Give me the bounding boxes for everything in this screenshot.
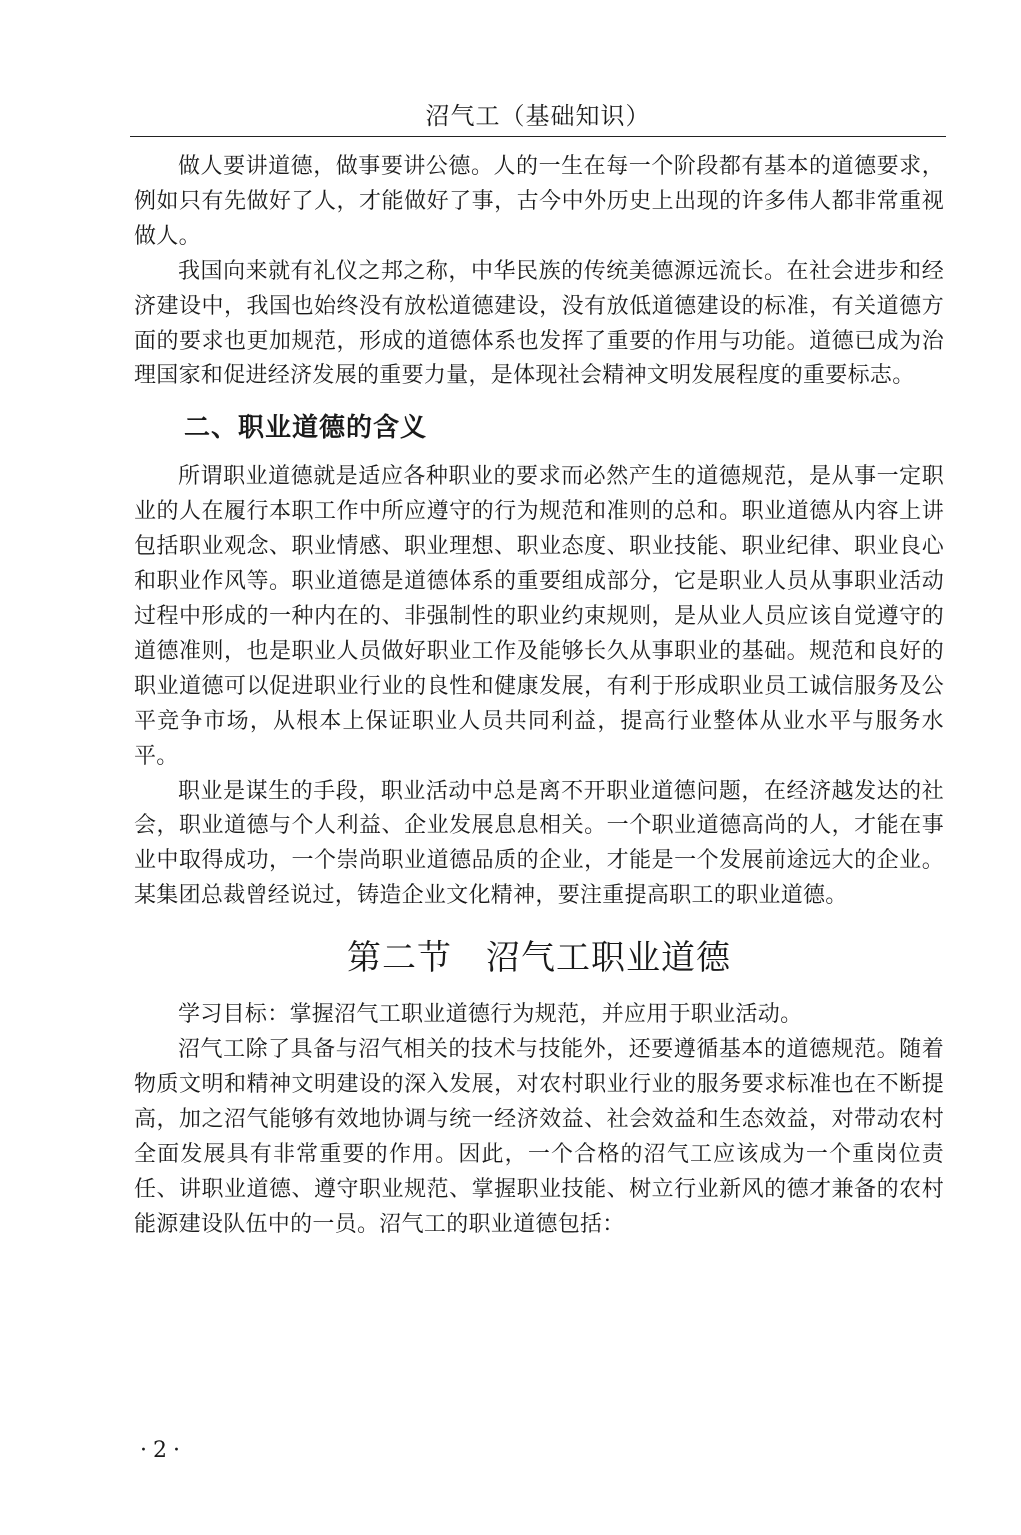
paragraph-3: 所谓职业道德就是适应各种职业的要求而必然产生的道德规范，是从事一定职业的人在履行本职工作中所应遵守的行为规范和准则的总和。职业道德从内容上讲包括职业观念、职业情感、职业理想、职业态度、职业技能、职业纪律、职业良心和职业作风等。职业道德是道德体系的重要组成部分，它是职业人员从事职业活动过程中形成的一种内在的、非强制性的职业约束规则，是从业人员应该自觉遵守的道德准则，也是职业人员做好职业工作及能够长久从事职业的基础。规范和良好的职业道德可以促进职业行业的良性和健康发展，有利于形成职业员工诚信服务及公平竞争市场，从根本上保证职业人员共同利益，提高行业整体从业水平与服务水平。: [134, 464, 944, 769]
paragraph-1: 做人要讲道德，做事要讲公德。人的一生在每一个阶段都有基本的道德要求，例如只有先做好了人，才能做好了事，古今中外历史上出现的许多伟人都非常重视做人。: [134, 154, 944, 249]
header-rule: [130, 136, 946, 137]
paragraph-2: 我国向来就有礼仪之邦之称，中华民族的传统美德源远流长。在社会进步和经济建设中，我国也始终没有放松道德建设，没有放低道德建设的标准，有关道德方面的要求也更加规范，形成的道德体系也发挥了重要的作用与功能。道德已成为治理国家和促进经济发展的重要力量，是体现社会精神文明发展程度的重要标志。: [134, 258, 944, 389]
page-body: [134, 150, 944, 1242]
running-header: 沼气工（基础知识）: [425, 102, 651, 130]
section-heading: 二、职业道德的含义: [184, 413, 428, 444]
chapter-number: 第二节: [347, 938, 452, 979]
learning-objective: 学习目标：掌握沼气工职业道德行为规范，并应用于职业活动。: [178, 1002, 803, 1028]
paragraph-6: 沼气工除了具备与沼气相关的技术与技能外，还要遵循基本的道德规范。随着物质文明和精神文明建设的深入发展，对农村职业行业的服务要求标准也在不断提高，加之沼气能够有效地协调与统一经济效益、社会效益和生态效益，对带动农村全面发展具有非常重要的作用。因此，一个合格的沼气工应该成为一个重岗位责任、讲职业道德、遵守职业规范、掌握职业技能、树立行业新风的德才兼备的农村能源建设队伍中的一员。沼气工的职业道德包括：: [134, 1037, 944, 1237]
chapter-heading: [134, 928, 944, 988]
paragraph-4: 职业是谋生的手段，职业活动中总是离不开职业道德问题，在经济越发达的社会，职业道德与个人利益、企业发展息息相关。一个职业道德高尚的人，才能在事业中取得成功，一个崇尚职业道德品质的企业，才能是一个发展前途远大的企业。某集团总裁曾经说过，铸造企业文化精神，要注重提高职工的职业道德。: [134, 778, 944, 909]
page-number: ·2·: [140, 1438, 186, 1463]
chapter-title: 沼气工职业道德: [486, 938, 731, 979]
